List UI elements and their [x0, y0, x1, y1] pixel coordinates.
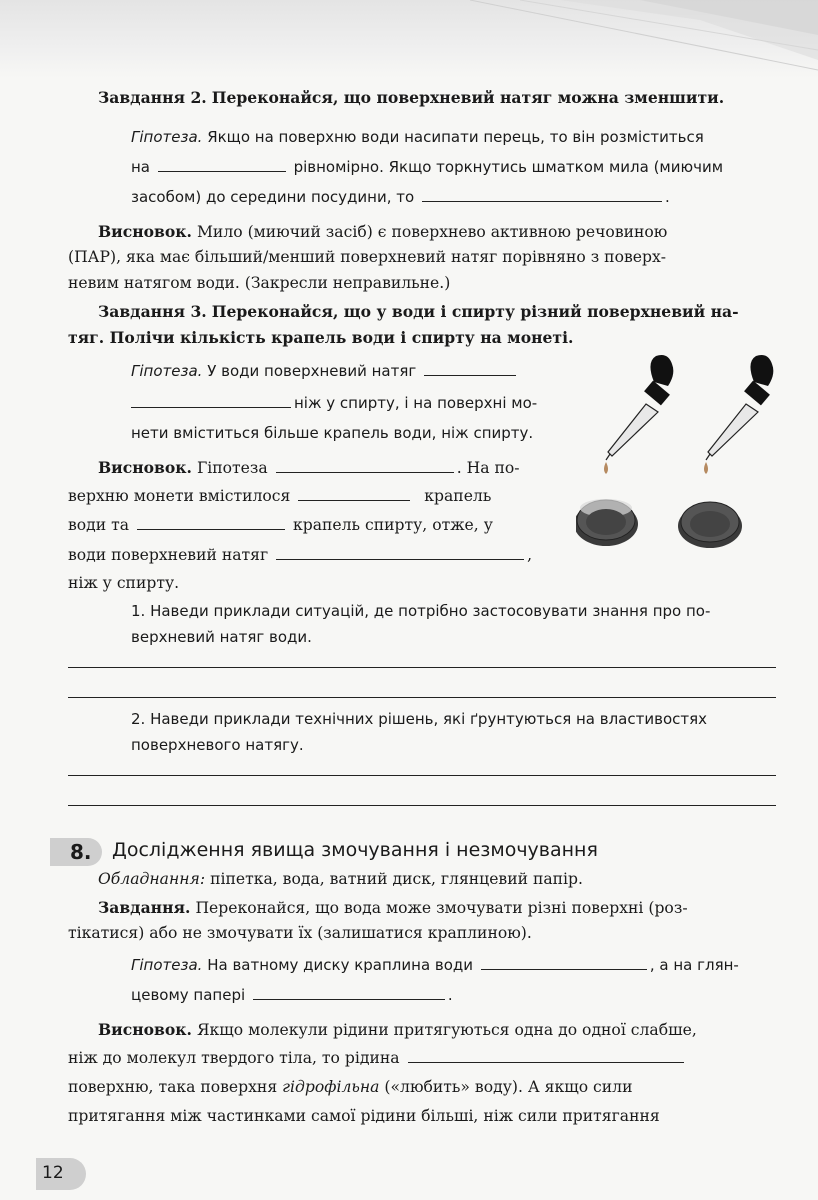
task3-heading-line2 [68, 328, 573, 347]
section8-task-line2 [68, 924, 532, 942]
task3-concl-text1-pre: Гіпотеза [196, 459, 268, 477]
answer-line-q1-a[interactable] [68, 667, 776, 668]
task2-blank-1[interactable] [158, 170, 286, 172]
question1-line1 [131, 602, 710, 620]
section8-blank-concl-1[interactable] [408, 1061, 684, 1063]
question1-text2: верхневий натяг води. [131, 628, 312, 646]
task3-conclusion-line5 [68, 574, 179, 592]
pipette-icon [606, 355, 673, 460]
task3-blank-concl-2[interactable] [298, 499, 410, 501]
task3-blank-concl-4[interactable] [276, 558, 524, 560]
question2-line1 [131, 710, 707, 728]
task2-concl-text2: (ПАР), яка має більший/менший поверхневий натяг порівняно з поверх- [68, 248, 667, 266]
section8-equipment [98, 870, 583, 888]
page-number-badge [36, 1158, 86, 1190]
task3-concl-text5: ніж у спирту. [68, 574, 180, 592]
task3-conclusion-line3 [68, 516, 493, 534]
section8-concl-text2-pre: ніж до молекул твердого тіла, то рідина [68, 1049, 400, 1067]
question2-line2 [131, 736, 304, 754]
task3-concl-text4-post: , [527, 546, 533, 564]
page-header-band [0, 0, 818, 78]
task2-hypothesis-line2 [131, 158, 723, 176]
section8-hyp-text1-pre: На ватному диску краплина води [207, 956, 474, 974]
section8-task-line1 [98, 898, 688, 917]
section8-hyp-text2-pre: цевому папері [131, 986, 246, 1004]
task3-concl-text3-post: крапель спирту, отже, у [292, 516, 493, 534]
section8-hyp-text2-post: . [447, 986, 453, 1004]
task2-hyp-text2-pre: на [131, 158, 150, 176]
task2-hyp-label: Гіпотеза. [131, 128, 203, 146]
task2-hypothesis-line1 [131, 128, 704, 146]
task3-concl-text2-pre: верхню монети вмістилося [68, 487, 291, 505]
task3-conclusion-line2 [68, 487, 491, 505]
section8-task-label: Завдання. [98, 898, 191, 917]
section-number: 8. [70, 840, 92, 864]
section8-blank-hyp-1[interactable] [481, 968, 647, 970]
task3-concl-text4-pre: води поверхневий натяг [68, 546, 269, 564]
pipettes-coins-illustration [576, 352, 776, 552]
task2-concl-text1: Мило (миючий засіб) є поверхнево активною речовиною [196, 223, 668, 241]
section8-concl-text3-em: гідрофільна [282, 1078, 380, 1096]
task2-hypothesis-line3 [131, 188, 670, 206]
task2-conclusion-line2 [68, 248, 666, 266]
answer-line-q2-b[interactable] [68, 805, 776, 806]
section8-conclusion-line4 [68, 1107, 660, 1125]
task2-concl-label: Висновок. [98, 222, 192, 241]
page-number: 12 [42, 1163, 64, 1183]
section8-title-text: Дослідження явища змочування і незмочування [112, 839, 598, 861]
question2-text1: 2. Наведи приклади технічних рішень, які ґрунтуються на властивостях [131, 710, 708, 728]
section8-concl-text3-pre: поверхню, така поверхня [68, 1078, 278, 1096]
task3-concl-text1-post: . На по- [456, 459, 520, 477]
task3-hypothesis-line3 [131, 424, 533, 442]
task2-hyp-text2-post: рівномірно. Якщо торкнутись шматком мила (миючим [293, 158, 724, 176]
pipette-icon [706, 355, 773, 460]
section8-task-text1: Переконайся, що вода може змочувати різні поверхні (роз- [195, 899, 688, 917]
section8-hypothesis-line1 [131, 956, 739, 974]
task3-title: Завдання 3. [98, 302, 207, 321]
task2-heading [98, 88, 724, 107]
task3-blank-concl-3[interactable] [137, 528, 285, 530]
section8-blank-hyp-2[interactable] [253, 998, 445, 1000]
task3-concl-text2-post: крапель [424, 487, 492, 505]
equipment-label: Обладнання: [98, 870, 206, 888]
task3-hypothesis-line2 [131, 394, 537, 412]
task2-concl-text3: невим натягом води. (Закресли неправильне.) [68, 274, 451, 292]
question1-text1: 1. Наведи приклади ситуацій, де потрібно застосовувати знання про по- [131, 602, 711, 620]
task3-hyp-text3: нети вміститься більше крапель води, ніж спирту. [131, 424, 534, 442]
question2-text2: поверхневого натягу. [131, 736, 304, 754]
section8-concl-text3-post: («любить» воду). А якщо сили [384, 1078, 633, 1096]
water-drop-icon [704, 462, 708, 474]
section8-conclusion-line3 [68, 1078, 632, 1096]
task3-title-line2: тяг. Полічи кількість крапель води і спирту на монеті. [68, 328, 574, 347]
task2-hyp-text1: Якщо на поверхню води насипати перець, то він розміститься [207, 128, 704, 146]
coin-icon [678, 502, 742, 548]
section-number-badge [50, 838, 102, 866]
task3-concl-label: Висновок. [98, 458, 192, 477]
task2-title-rest: Переконайся, що поверхневий натяг можна зменшити. [211, 88, 725, 107]
task3-concl-text3-pre: води та [68, 516, 130, 534]
task2-conclusion-line1 [98, 222, 667, 241]
task2-conclusion-line3 [68, 274, 450, 292]
section8-hypothesis-line2 [131, 986, 453, 1004]
section8-task-text2: тікатися) або не змочувати їх (залишатися краплиною). [68, 924, 532, 942]
question1-line2 [131, 628, 312, 646]
task3-conclusion-line4 [68, 546, 532, 564]
section8-hyp-label: Гіпотеза. [131, 956, 203, 974]
water-drop-icon [604, 462, 608, 474]
task3-hypothesis-line1 [131, 362, 519, 380]
task3-hyp-label: Гіпотеза. [131, 362, 203, 380]
section8-hyp-text1-post: , а на глян- [649, 956, 739, 974]
section8-conclusion-line2 [68, 1049, 687, 1067]
section8-concl-text1: Якщо молекули рідини притягуються одна до одної слабше, [196, 1021, 697, 1039]
equipment-text: піпетка, вода, ватний диск, глянцевий папір. [210, 870, 583, 888]
task2-hyp-text3: засобом) до середини посудини, то [131, 188, 415, 206]
header-decoration [0, 0, 818, 78]
task3-title-rest: Переконайся, що у води і спирту різний поверхневий на- [211, 302, 739, 321]
coin-icon [576, 499, 638, 546]
task3-blank-hyp-1[interactable] [424, 374, 516, 376]
task3-conclusion-line1 [98, 458, 520, 477]
answer-line-q2-a[interactable] [68, 775, 776, 776]
answer-line-q1-b[interactable] [68, 697, 776, 698]
section8-concl-text4: притягання між частинками самої рідини більші, ніж сили притягання [68, 1107, 660, 1125]
task3-heading-line1 [98, 302, 739, 321]
task2-title: Завдання 2. [98, 88, 207, 107]
task3-blank-concl-1[interactable] [276, 471, 454, 473]
section8-concl-label: Висновок. [98, 1020, 192, 1039]
section8-conclusion-line1 [98, 1020, 697, 1039]
task3-hyp-text1: У води поверхневий натяг [207, 362, 417, 380]
task2-blank-2[interactable] [422, 200, 662, 202]
task3-blank-hyp-2[interactable] [131, 406, 291, 408]
task2-hyp-text3-end: . [664, 188, 670, 206]
task3-hyp-text2: ніж у спирту, і на поверхні мо- [294, 394, 538, 412]
section8-title [112, 839, 598, 861]
